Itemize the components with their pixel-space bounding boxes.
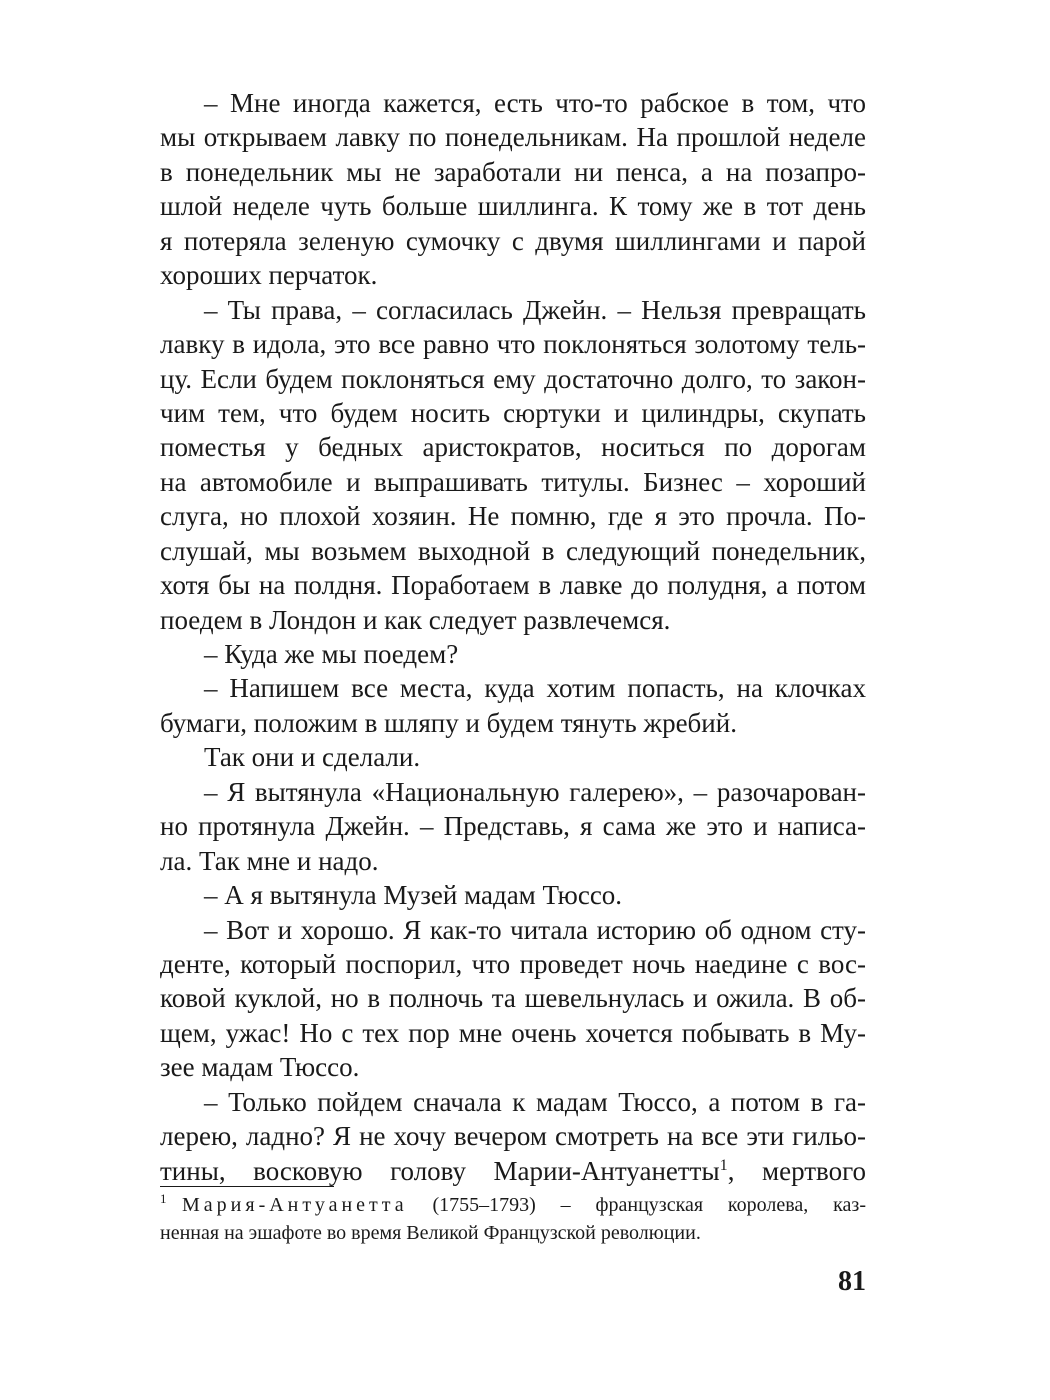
text-line <box>160 1154 866 1188</box>
main-text <box>160 86 866 1188</box>
line-text: щем, ужас! Но с тех пор мне очень хочется побывать в Му- <box>160 1017 866 1048</box>
line-text: хороших перчаток. <box>160 260 378 291</box>
line-text: лерею, ладно? Я не хочу вечером смотреть на все эти гильо- <box>160 1121 866 1152</box>
text-line <box>160 913 866 947</box>
line-text: поместья у бедных аристократов, носиться по дорогам <box>160 432 866 463</box>
line-text: цу. Если будем поклоняться ему достаточно долго, то закон- <box>160 363 866 394</box>
footnote <box>160 1191 866 1247</box>
line-text: – Напишем все места, куда хотим попасть, на клочках <box>204 673 866 704</box>
line-text: – Вот и хорошо. Я как-то читала историю об одном сту- <box>204 914 866 945</box>
text-line <box>160 568 866 602</box>
line-text: – Я вытянула «Национальную галерею», – разочарован- <box>204 776 866 807</box>
line-text: хотя бы на полдня. Поработаем в лавке до полудня, а потом <box>160 570 866 601</box>
page-number: 81 <box>838 1266 866 1297</box>
line-text: – Куда же мы поедем? <box>204 639 459 669</box>
line-text: шлой неделе чуть больше шиллинга. К тому же в тот день <box>160 191 866 222</box>
text-line <box>160 637 866 671</box>
line-text: но протянула Джейн. – Представь, я сама же это и написа- <box>160 811 866 842</box>
line-text: мы открываем лавку по понедельникам. На прошлой неделе <box>160 122 866 153</box>
text-line <box>160 293 866 327</box>
line-text: лавку в идола, это все равно что поклоняться золотому тель- <box>160 329 866 360</box>
line-text: , мертвого <box>727 1155 866 1186</box>
text-line <box>160 430 866 464</box>
footnote-term: Мария-Антуанетта <box>182 1194 408 1216</box>
footnote-reference: 1 <box>719 1155 728 1174</box>
text-line <box>160 327 866 361</box>
footnote-line: 1 Мария-Антуанетта (1755–1793) – французская королева, каз- <box>160 1191 866 1216</box>
text-line <box>160 465 866 499</box>
text-line <box>160 671 866 705</box>
footnote-text: (1755–1793) – французская королева, каз- <box>407 1194 866 1216</box>
text-line <box>160 86 866 120</box>
text-line <box>160 1016 866 1050</box>
text-line <box>160 844 866 878</box>
footnote-divider <box>160 1186 334 1187</box>
text-line <box>160 224 866 258</box>
line-text: – Только пойдем сначала к мадам Тюссо, а потом в га- <box>204 1086 866 1117</box>
text-line <box>160 981 866 1015</box>
line-text: в понедельник мы не заработали ни пенса, а на позапро- <box>160 156 866 187</box>
text-line <box>160 603 866 637</box>
line-text: – А я вытянула Музей мадам Тюссо. <box>204 880 623 911</box>
text-line <box>160 396 866 430</box>
line-text: слушай, мы возьмем выходной в следующий понедельник, <box>160 535 866 566</box>
line-text: ла. Так мне и надо. <box>160 845 379 876</box>
text-line <box>160 1050 866 1084</box>
text-line <box>160 1085 866 1119</box>
line-text: бумаги, положим в шляпу и будем тянуть жребий. <box>160 707 737 738</box>
text-line <box>160 362 866 396</box>
text-line <box>160 706 866 740</box>
line-text: – Мне иногда кажется, есть что-то рабское в том, что <box>204 88 866 118</box>
text-line <box>160 499 866 533</box>
line-text: – Ты права, – согласилась Джейн. – Нельзя превращать <box>204 294 866 325</box>
text-line <box>160 155 866 189</box>
line-text: поедем в Лондон и как следует развлечемся. <box>160 604 671 635</box>
text-line <box>160 1119 866 1153</box>
footnote-line: ненная на эшафоте во время Великой Французской революции. <box>160 1222 701 1244</box>
line-text: Так они и сделали. <box>204 742 421 773</box>
line-text: зее мадам Тюссо. <box>160 1052 360 1083</box>
line-text: чим тем, что будем носить сюртуки и цилиндры, скупать <box>160 397 866 428</box>
line-text: ковой куклой, но в полночь та шевельнулась и ожила. В об- <box>160 983 866 1014</box>
line-text: на автомобиле и выпрашивать титулы. Бизнес – хороший <box>160 466 866 497</box>
text-line <box>160 775 866 809</box>
text-line <box>160 120 866 154</box>
line-text: я потеряла зеленую сумочку с двумя шиллингами и парой <box>160 225 866 256</box>
text-line <box>160 947 866 981</box>
text-line <box>160 740 866 774</box>
text-line <box>160 534 866 568</box>
text-line <box>160 878 866 912</box>
text-line <box>160 258 866 292</box>
text-line <box>160 189 866 223</box>
line-text: тины, восковую голову Марии-Антуанетты <box>160 1155 720 1186</box>
text-line <box>160 809 866 843</box>
line-text: слуга, но плохой хозяин. Не помню, где я это прочла. По- <box>160 501 866 532</box>
line-text: денте, который поспорил, что проведет ночь наедине с вос- <box>160 948 866 979</box>
